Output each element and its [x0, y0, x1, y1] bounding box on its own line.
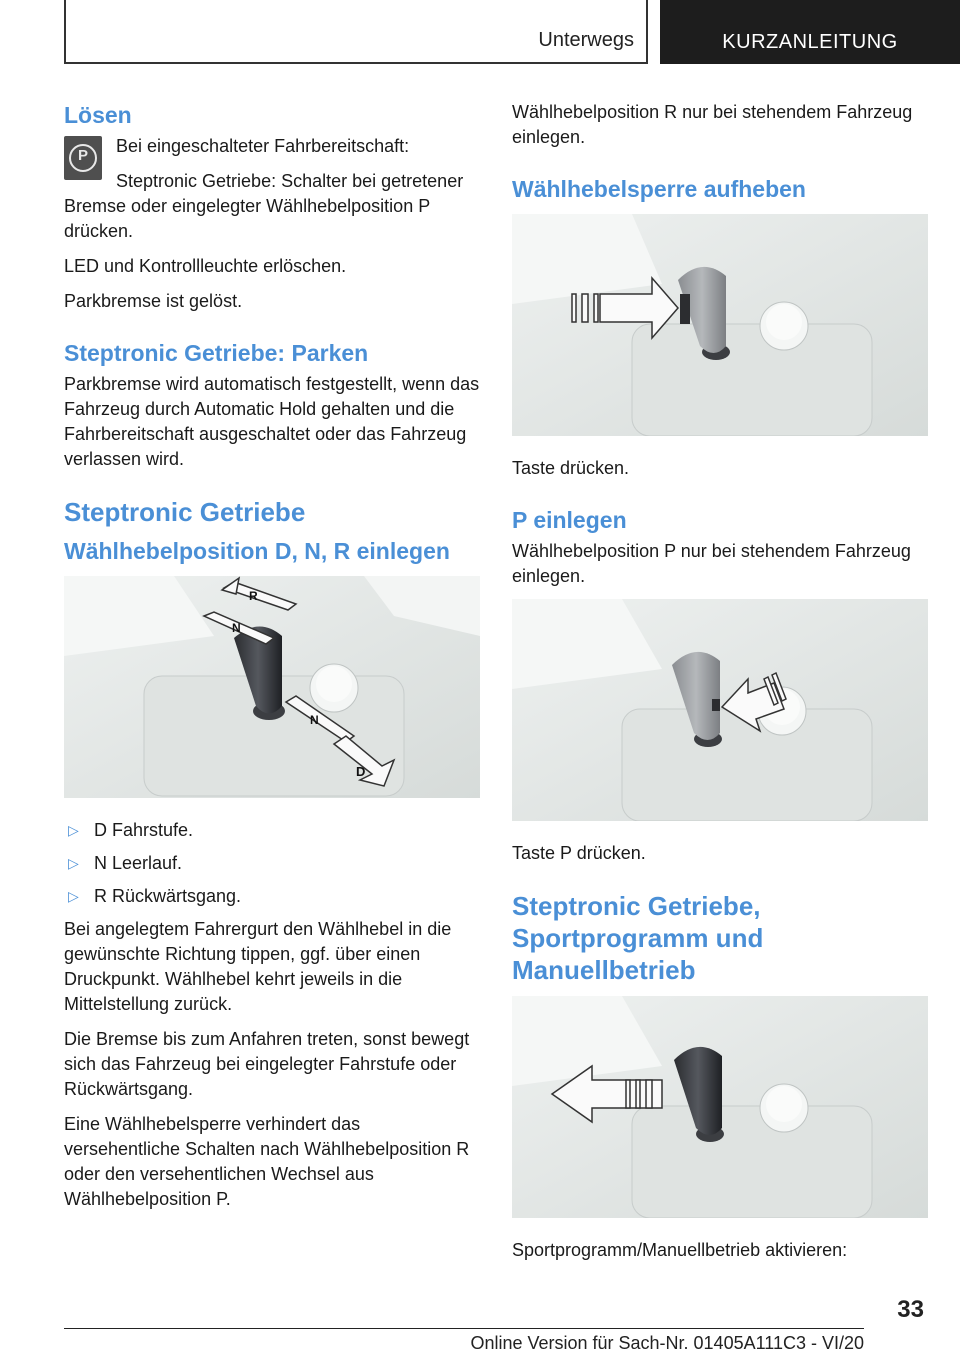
loesen-text-3: LED und Kontrollleuchte erlöschen. [64, 256, 347, 276]
header-section-title: Unterwegs [538, 29, 634, 51]
loesen-text-4: Parkbremse ist gelöst. [64, 291, 243, 311]
gear-positions-list [64, 818, 480, 909]
bullet-triangle-icon: ▷ [68, 888, 79, 904]
getriebe-text-1: Bei angelegtem Fahrergurt den Wählhebel in die gewünschte Richtung tippen, ggf. über einen Druckpunkt. Wählhebel kehrt jeweils in die Mittelstellung zurück. [64, 919, 452, 1014]
header-section-box [64, 0, 648, 64]
left-column [64, 100, 480, 1222]
sport-mode-photo [512, 996, 928, 1218]
heading-parken: Steptronic Getriebe: Parken [64, 340, 369, 366]
photo-label-n2: N [310, 713, 319, 727]
parking-brake-icon-letter: P [77, 147, 88, 164]
selector-lock-photo [512, 214, 928, 436]
photo-label-d: D [356, 764, 366, 779]
page-number: 33 [897, 1296, 924, 1323]
subheading-dnr-einlegen: Wählhebelposition D, N, R einlegen [64, 538, 450, 564]
heading-p-einlegen: P einlegen [512, 507, 627, 533]
list-item: ▷ R Rückwärtsgang. [64, 884, 480, 909]
sperre-caption: Taste drücken. [512, 458, 630, 478]
getriebe-text-2: Die Bremse bis zum Anfahren treten, sonst bewegt sich das Fahrzeug bei eingelegter Fahrstufe oder Rückwärtsgang. [64, 1029, 470, 1099]
p-einlegen-caption: Taste P drücken. [512, 843, 646, 863]
heading-steptronic-getriebe: Steptronic Getriebe [64, 497, 306, 527]
parking-brake-icon [64, 136, 102, 180]
heading-sperre-aufheben: Wählhebelsperre aufheben [512, 176, 806, 202]
photo-label-r: R [249, 589, 258, 603]
bullet-triangle-icon: ▷ [68, 822, 79, 838]
bullet-triangle-icon: ▷ [68, 855, 79, 871]
gear-selector-dnr-photo [64, 576, 480, 798]
list-item: ▷ N Leerlauf. [64, 851, 480, 876]
right-column [512, 100, 928, 1273]
heading-sportprogramm: Steptronic Getriebe, Sportprogramm und Manuellbetrieb [512, 891, 764, 985]
heading-loesen: Lösen [64, 102, 132, 128]
loesen-instruction [64, 134, 480, 244]
sport-caption: Sportprogramm/Manuellbetrieb aktivieren: [512, 1240, 848, 1260]
r-position-text: Wählhebelposition R nur bei stehendem Fahrzeug einlegen. [512, 102, 913, 147]
p-einlegen-text: Wählhebelposition P nur bei stehendem Fahrzeug einlegen. [512, 541, 911, 586]
list-item: ▷ D Fahrstufe. [64, 818, 480, 843]
header-chapter-box [660, 0, 960, 64]
page-header [0, 0, 960, 66]
parken-text: Parkbremse wird automatisch festgestellt, wenn das Fahrzeug durch Automatic Hold gehalten und die Fahrbereitschaft ausgeschaltet oder das Fahrzeug verlassen wird. [64, 374, 480, 469]
footer-version-text: Online Version für Sach-Nr. 01405A111C3 - VI/20 [470, 1333, 864, 1353]
p-button-photo [512, 599, 928, 821]
loesen-text-2: Steptronic Getriebe: Schalter bei getretener Bremse oder eingelegter Wählhebelposition P drücken. [64, 171, 464, 241]
header-chapter-title: KURZANLEITUNG [722, 31, 898, 53]
getriebe-text-3: Eine Wählhebelsperre verhindert das versehentliche Schalten nach Wählhebelposition R oder den versehentlichen Wechsel aus Wählhebelposition P. [64, 1114, 470, 1209]
photo-label-n1: N [232, 621, 241, 635]
loesen-text-1: Bei eingeschalteter Fahrbereitschaft: [116, 136, 410, 156]
footer-divider [64, 1328, 864, 1329]
